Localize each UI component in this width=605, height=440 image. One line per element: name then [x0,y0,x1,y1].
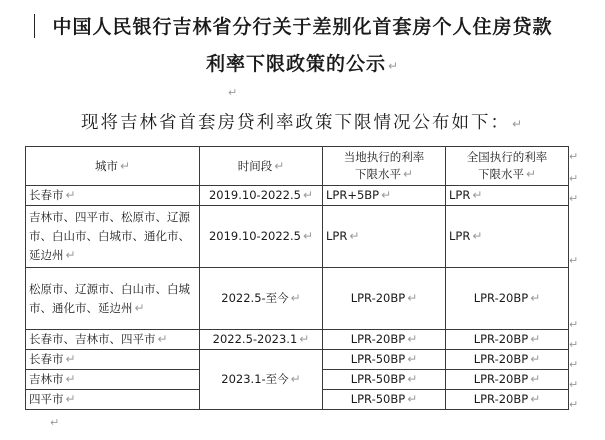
cell-city: 长春市 ↵ [26,350,200,370]
paragraph-mark-icon: ↵ [50,416,60,429]
cell-period: 2019.10-2022.5 ↵ [200,186,323,206]
cell-local-rate: LPR ↵ [323,206,446,268]
cell-national-rate: LPR ↵ [446,186,569,206]
rate-policy-table [25,146,569,410]
table-row [26,186,569,206]
cell-national-rate: LPR-20BP ↵ [446,390,569,410]
header-city: 城市 ↵ [26,147,200,186]
cell-national-rate: LPR-20BP ↵ [446,330,569,350]
cell-period: 2023.1-至今 ↵ [200,350,323,410]
cell-local-rate: LPR+5BP ↵ [323,186,446,206]
paragraph-mark-icon: ↵ [511,117,525,131]
row-end-mark-icon: ↵ [569,172,579,185]
cell-city: 吉林市、四平市、松原市、辽源市、白山市、白城市、通化市、延边州 ↵ [26,206,200,268]
paragraph-mark-icon: ↵ [228,86,238,99]
row-end-mark-icon: ↵ [569,358,579,371]
cell-local-rate: LPR-50BP ↵ [323,370,446,390]
cell-national-rate: LPR-20BP ↵ [446,268,569,330]
cell-local-rate: LPR-20BP ↵ [323,268,446,330]
cell-local-rate: LPR-20BP ↵ [323,330,446,350]
cell-national-rate: LPR-20BP ↵ [446,370,569,390]
title-line-1: 中国人民银行吉林省分行关于差别化首套房个人住房贷款 [52,16,553,38]
row-end-mark-icon: ↵ [569,318,579,331]
table-row [26,268,569,330]
row-end-mark-icon: ↵ [569,338,579,351]
header-period: 时间段 ↵ [200,147,323,186]
header-local-rate: 当地执行的利率 下限水平 ↵ [323,147,446,186]
cell-city: 松原市、辽源市、白山市、白城市、通化市、延边州 ↵ [26,268,200,330]
table-row [26,206,569,268]
row-end-mark-icon: ↵ [569,378,579,391]
row-end-mark-icon: ↵ [569,398,579,411]
header-national-rate: 全国执行的利率 下限水平 ↵ [446,147,569,186]
cell-city: 长春市、吉林市、四平市 ↵ [26,330,200,350]
cell-city: 长春市 ↵ [26,186,200,206]
title-line-2: 利率下限政策的公示 ↵ [205,53,400,75]
table-row [26,330,569,350]
cell-period: 2022.5-至今 ↵ [200,268,323,330]
row-end-mark-icon: ↵ [569,150,579,163]
cell-period: 2022.5-2023.1 ↵ [200,330,323,350]
row-end-mark-icon: ↵ [569,254,579,267]
paragraph-mark-icon: ↵ [387,59,400,73]
table-header-row [26,147,569,186]
cell-period: 2019.10-2022.5 ↵ [200,206,323,268]
cell-city: 吉林市 ↵ [26,370,200,390]
cell-local-rate: LPR-50BP ↵ [323,390,446,410]
intro-paragraph: 现将吉林省首套房贷利率政策下限情况公布如下： ↵ [80,113,525,133]
table-row [26,350,569,370]
row-end-mark-icon: ↵ [569,192,579,205]
cell-city: 四平市 ↵ [26,390,200,410]
cell-national-rate: LPR-20BP ↵ [446,350,569,370]
cell-national-rate: LPR ↵ [446,206,569,268]
cell-local-rate: LPR-50BP ↵ [323,350,446,370]
